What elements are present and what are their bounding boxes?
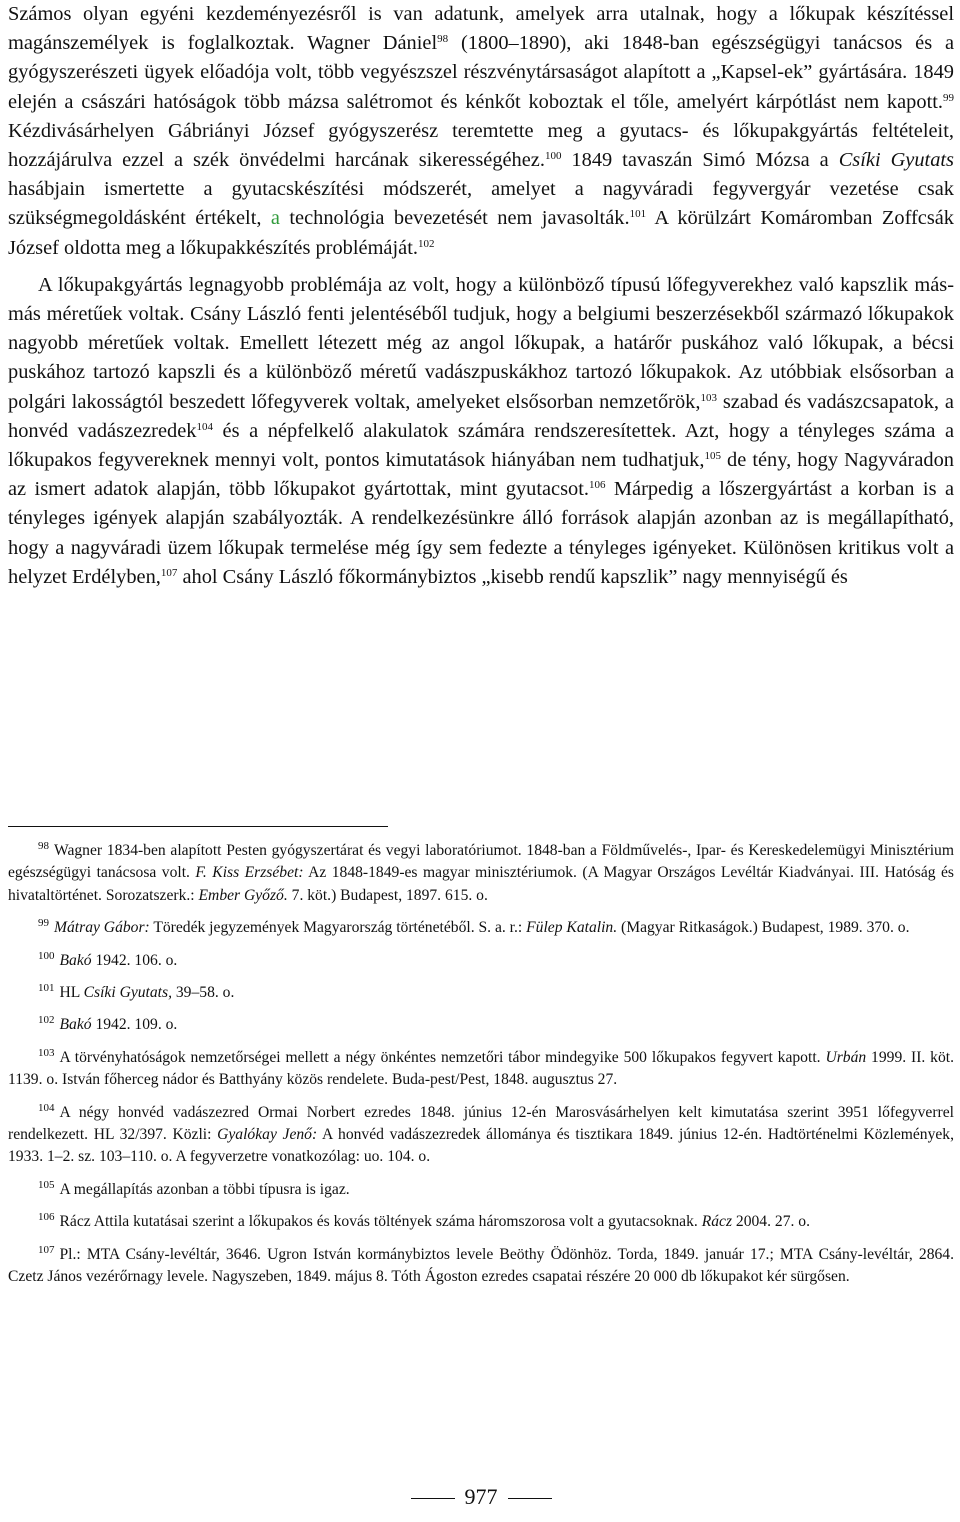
page-number-dash-left (411, 1498, 455, 1499)
main-text (8, 0, 954, 592)
footnote-number: 102 (38, 1014, 55, 1027)
footnote-text: 39–58. o. (171, 984, 235, 1002)
footnote-text: Töredék jegyzemények Magyarország történetéből. S. a. r.: (149, 919, 527, 937)
footnote-ref-105[interactable]: 105 (704, 449, 721, 462)
text-run: 1849 tavaszán Simó Mózsa a (561, 149, 839, 172)
footnote-104 (8, 1102, 954, 1169)
footnote-separator (8, 826, 388, 827)
footnote-author: Ember Győző. (198, 886, 288, 904)
footnote-author: Bakó (59, 951, 92, 969)
footnote-author: Fülep Katalin. (526, 919, 618, 937)
italic-title: Csíki Gyutats (838, 149, 954, 172)
footnote-title: Csíki Gyutats, (83, 984, 172, 1002)
footnote-text: 1942. 109. o. (91, 1016, 178, 1034)
footnote-105 (8, 1179, 954, 1201)
footnote-text: Az 1848-1849-es magyar minisztériumok. (A Magyar Országos Levéltár Kiadványai. III. Hatóság és hivataltörténet. Sorozatszerk.: (8, 864, 954, 904)
footnote-author: F. Kiss Erzsébet: (195, 864, 304, 882)
footnote-ref-101[interactable]: 101 (629, 208, 647, 221)
footnote-number: 104 (38, 1101, 55, 1114)
footnote-number: 100 (38, 949, 55, 962)
footnote-author: Mátray Gábor: (54, 919, 150, 937)
paragraph-2 (8, 271, 954, 592)
footnote-ref-107[interactable]: 107 (160, 566, 178, 579)
footnote-text: (Magyar Ritkaságok.) Budapest, 1989. 370. o. (617, 919, 910, 937)
footnote-ref-106[interactable]: 106 (589, 479, 606, 492)
page-number-dash-right (508, 1498, 552, 1499)
text-run: A körülzárt Komáromban Zoffcsák József oldotta meg a lőkupakkészítés problémáját. (8, 207, 955, 259)
footnote-author: Gyalókay Jenő: (217, 1126, 318, 1144)
page-number-value: 977 (464, 1484, 498, 1509)
footnote-author: Bakó (59, 1016, 92, 1034)
footnote-text: A megállapítás azonban a többi típusra is igaz. (59, 1180, 350, 1198)
text-run: hasábjain ismertette a gyutacskészítési módszerét, amelyet a nagyváradi fegyvergyár vezetése csak szükségmegoldásként értékelt, (8, 178, 954, 230)
footnote-ref-99[interactable]: 99 (943, 91, 954, 104)
text-run: és a népfelkelő alakulatok számára rendszeresítettek. Azt, hogy a tényleges száma a lőkupakos fegyvereknek mennyi volt, pontos kimutatások hiányában nem tudhatjuk, (8, 419, 954, 472)
footnote-text: Wagner 1834-ben alapított Pesten gyógyszertárat és vegyi laboratóriumot. 1848-ban a Földművelés-, Ipar- és Kereskedelemügyi Minisztérium egészségügyi tanácsosa volt. (8, 842, 954, 882)
footnote-number: 106 (38, 1211, 55, 1224)
footnote-ref-102[interactable]: 102 (417, 237, 435, 250)
page-number (8, 1484, 954, 1510)
footnote-ref-104[interactable]: 104 (196, 420, 213, 433)
footnote-text: Pl.: MTA Csány-levéltár, 3646. Ugron István kormánybiztos levele Beöthy Ödönhöz. Torda, 1849. január 17.; MTA Csány-levéltár, 2864. Czetz János vezérőrnagy levele. Nagyszeben, 1849. május 8. Tóth Ágoston ezredes csapatai részére 20 000 db lőkupakot kér sürgősen. (8, 1245, 954, 1286)
footnote-text: 1999. II. köt. 1139. o. István főherceg nádor és Batthyány közös rendelete. Buda-pest/Pest, 1848. augusztus 27. (8, 1048, 955, 1089)
text-run: ahol Csány László főkormánybiztos „kisebb rendű kapszlik” nagy mennyiségű és (177, 565, 848, 588)
text-run: A lőkupakgyártás legnagyobb problémája az volt, hogy a különböző típusú lőfegyverekhez való kapszlik más-más méretűek voltak. Csány László fenti jelentéséből tudjuk, hogy a belgiumi beszerzésekből származó lőkupakok nagyobb méretűek voltak. Emellett létezett még az angol lőkupak, a határőr puskához való lőkupak, a bécsi puskához tartozó kapszli és a különböző méretű vadászpuskákhoz tartozó lőkupakok. Az utóbbiak elsősorban a polgári lakosságtól beszedett lőfegyverek voltak, amelyeket elsősorban nemzetőrök, (8, 273, 954, 413)
text-run: Márpedig a lőszergyártást a korban is a tényleges igények alapján szabályozták. A rendelkezésünkre álló források alapján azonban az is megállapítható, hogy a nagyváradi üzem lőkupak termelése még így sem fedezte a tényleges igényeket. Különösen kritikus volt a helyzet Erdélyben, (8, 478, 954, 588)
footnote-98 (8, 840, 954, 907)
text-run: Számos olyan egyéni kezdeményezésről is van adatunk, amelyek arra utalnak, hogy a lőkupak készítéssel magánszemélyek is foglalkoztak. Wagner Dániel (8, 3, 954, 55)
footnote-number: 103 (38, 1046, 55, 1059)
footnote-text: A törvényhatóságok nemzetőrségei mellett a négy önkéntes nemzetőri tábor mindegyike 500 lőkupakos fegyvert kapott. (59, 1048, 826, 1066)
footnote-ref-100[interactable]: 100 (544, 149, 562, 162)
footnote-106 (8, 1211, 954, 1233)
paragraph-1 (8, 0, 954, 263)
text-run: szabad és vadászcsapatok, a honvéd vadászezredek (8, 390, 954, 442)
footnote-text: 1942. 106. o. (91, 951, 178, 969)
footnote-103 (8, 1047, 954, 1092)
footnote-number: 105 (38, 1178, 55, 1191)
text-run: technológia bevezetését nem javasolták. (279, 207, 630, 230)
text-run: de tény, hogy Nagyváradon az ismert adatok alapján, több lőkupakot gyártottak, mint gyutacsot. (8, 449, 954, 501)
footnote-ref-98[interactable]: 98 (437, 33, 449, 46)
footnote-text: A honvéd vadászezredek állománya és tisztikara 1849. június 12-én. Hadtörténelmi Közlemények, 1933. 1–2. sz. 103–110. o. A fegyverzetre vonatkozólag: uo. 104. o. (8, 1126, 954, 1166)
footnote-author: Urbán (825, 1048, 867, 1066)
footnote-text: Rácz Attila kutatásai szerint a lőkupakos és kovás töltények száma háromszorosa volt a gyutacsoknak. (59, 1213, 702, 1231)
highlighted-word: a (261, 207, 280, 230)
text-run: Kézdivásárhelyen Gábriányi József gyógyszerész teremtette meg a gyutacs- és lőkupakgyártás feltételeit, hozzájárulva ezzel a szék önvédelmi harcának sikerességéhez. (8, 119, 954, 172)
footnote-text: HL (59, 984, 84, 1002)
document-page (8, 0, 954, 1522)
footnote-author: Rácz (701, 1213, 733, 1231)
footnote-101 (8, 982, 954, 1004)
footnote-number: 101 (38, 981, 55, 994)
footnote-number: 107 (38, 1243, 55, 1256)
text-run: (1800–1890), aki 1848-ban egészségügyi tanácsos és a gyógyszerészeti ügyek előadója volt, több vegyészszel részvénytársaságot alapított a „Kapsel-ek” gyártására. 1849 elején a császári hatóságok több mázsa salétromot és kénkőt koboztak el tőle, amelyért kárpótlást nem kapott. (8, 32, 954, 113)
footnote-text: A négy honvéd vadászezred Ormai Norbert ezredes 1848. június 12-én Marosvásárhelyen kelt kimutatása szerint 3951 lőfegyverrel rendelkezett. HL 32/397. Közli: (8, 1103, 954, 1144)
footnote-text: 2004. 27. o. (732, 1213, 810, 1231)
footnote-100 (8, 950, 954, 972)
footnote-99 (8, 917, 954, 939)
footnote-102 (8, 1014, 954, 1036)
footnote-number: 98 (38, 839, 49, 852)
footnote-text: 7. köt.) Budapest, 1897. 615. o. (287, 886, 488, 904)
footnote-ref-103[interactable]: 103 (700, 391, 717, 404)
footnote-number: 99 (38, 917, 49, 930)
footnotes (8, 840, 954, 1299)
footnote-107 (8, 1244, 954, 1289)
